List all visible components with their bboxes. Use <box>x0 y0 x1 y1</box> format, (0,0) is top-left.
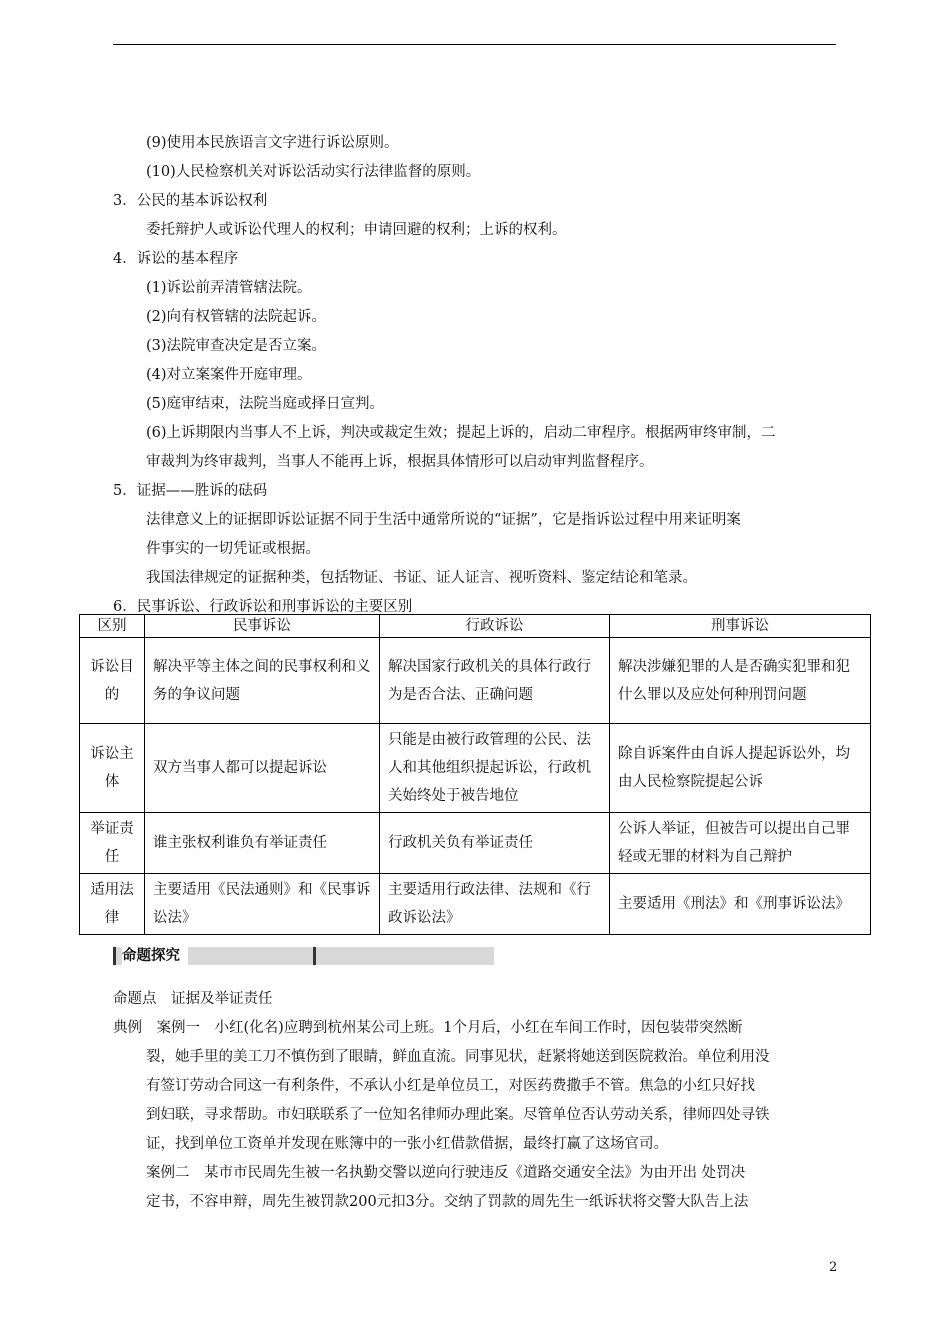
banner-bar <box>313 947 316 965</box>
text-line: (9)使用本民族语言文字进行诉讼原则。 <box>146 135 399 151</box>
table-cell: 解决涉嫌犯罪的人是否确实犯罪和犯什么罪以及应处何种刑罚问题 <box>610 638 871 724</box>
table-cell: 只能是由被行政管理的公民、法人和其他组织提起诉讼，行政机关始终处于被告地位 <box>380 724 610 813</box>
table-header: 行政诉讼 <box>380 615 610 638</box>
text-line: 审裁判为终审裁判，当事人不能再上诉，根据具体情形可以启动审判监督程序。 <box>146 454 654 470</box>
section-title: 命题探究 <box>122 947 188 965</box>
table-cell: 公诉人举证，但被告可以提出自己罪轻或无罪的材料为自己辩护 <box>610 813 871 874</box>
header-rule <box>113 44 836 45</box>
table-cell: 解决国家行政机关的具体行政行为是否合法、正确问题 <box>380 638 610 724</box>
table-row <box>80 813 871 874</box>
text-line: 到妇联，寻求帮助。市妇联联系了一位知名律师办理此案。尽管单位否认劳动关系，律师四处寻铁 <box>146 1107 770 1123</box>
text-line: (4)对立案案件开庭审理。 <box>146 367 312 383</box>
table-cell: 主要适用《刑法》和《刑事诉讼法》 <box>610 874 871 935</box>
text-line: 案例二 某市市民周先生被一名执勤交警以逆向行驶违反《道路交通安全法》为由开出 处罚决 <box>146 1165 746 1181</box>
section-heading: 6．民事诉讼、行政诉讼和刑事诉讼的主要区别 <box>113 599 413 615</box>
table-cell: 诉讼主体 <box>80 724 145 813</box>
section-banner <box>113 947 494 965</box>
table-row <box>80 724 871 813</box>
comparison-table <box>79 614 871 935</box>
table-cell: 诉讼目的 <box>80 638 145 724</box>
table-cell: 适用法律 <box>80 874 145 935</box>
text-line: 定书，不容申辩，周先生被罚款200元扣3分。交纳了罚款的周先生一纸诉状将交警大队告上法 <box>146 1194 749 1210</box>
text-line: 证，找到单位工资单并发现在账簿中的一张小红借款借据，最终打赢了这场官司。 <box>146 1136 668 1152</box>
table-header: 区别 <box>80 615 145 638</box>
text-line: 件事实的一切凭证或根据。 <box>146 541 320 557</box>
text-line: (3)法院审查决定是否立案。 <box>146 338 327 354</box>
table-cell: 行政机关负有举证责任 <box>380 813 610 874</box>
table-header: 民事诉讼 <box>145 615 380 638</box>
table-cell: 除自诉案件由自诉人提起诉讼外，均由人民检察院提起公诉 <box>610 724 871 813</box>
text-line: (2)向有权管辖的法院起诉。 <box>146 309 327 325</box>
proposition-point: 命题点 证据及举证责任 <box>113 991 273 1007</box>
text-line: 法律意义上的证据即诉讼证据不同于生活中通常所说的“证据”，它是指诉讼过程中用来证明案 <box>146 512 741 528</box>
text-line: (1)诉讼前弄清管辖法院。 <box>146 280 312 296</box>
text-line: (10)人民检察机关对诉讼活动实行法律监督的原则。 <box>146 164 481 180</box>
table-cell: 主要适用《民法通则》和《民事诉讼法》 <box>145 874 380 935</box>
text-line: 委托辩护人或诉讼代理人的权利；申请回避的权利；上诉的权利。 <box>146 222 567 238</box>
table-header-row <box>80 615 871 638</box>
text-line: 有签订劳动合同这一有利条件，不承认小红是单位员工，对医药费撒手不管。焦急的小红只好找 <box>146 1078 755 1094</box>
table-header: 刑事诉讼 <box>610 615 871 638</box>
text-line: 典例 案例一 小红(化名)应聘到杭州某公司上班。1个月后，小红在车间工作时，因包装带突然断 <box>113 1020 743 1036</box>
table-row <box>80 638 871 724</box>
text-line: 我国法律规定的证据种类，包括物证、书证、证人证言、视听资料、鉴定结论和笔录。 <box>146 570 697 586</box>
section-heading: 4．诉讼的基本程序 <box>113 251 239 267</box>
banner-bar <box>113 947 116 965</box>
table-cell: 举证责任 <box>80 813 145 874</box>
section-heading: 5．证据——胜诉的砝码 <box>113 483 268 499</box>
page-number: 2 <box>829 1260 838 1275</box>
table-cell: 解决平等主体之间的民事权利和义务的争议问题 <box>145 638 380 724</box>
table-cell: 主要适用行政法律、法规和《行政诉讼法》 <box>380 874 610 935</box>
table-row <box>80 874 871 935</box>
section-heading: 3．公民的基本诉讼权利 <box>113 193 268 209</box>
table-cell: 双方当事人都可以提起诉讼 <box>145 724 380 813</box>
table-cell: 谁主张权利谁负有举证责任 <box>145 813 380 874</box>
text-line: (6)上诉期限内当事人不上诉，判决或裁定生效；提起上诉的，启动二审程序。根据两审终审制，二 <box>146 425 776 441</box>
text-line: (5)庭审结束，法院当庭或择日宣判。 <box>146 396 385 412</box>
text-line: 裂，她手里的美工刀不慎伤到了眼睛，鲜血直流。同事见状，赶紧将她送到医院救治。单位利用没 <box>146 1049 770 1065</box>
